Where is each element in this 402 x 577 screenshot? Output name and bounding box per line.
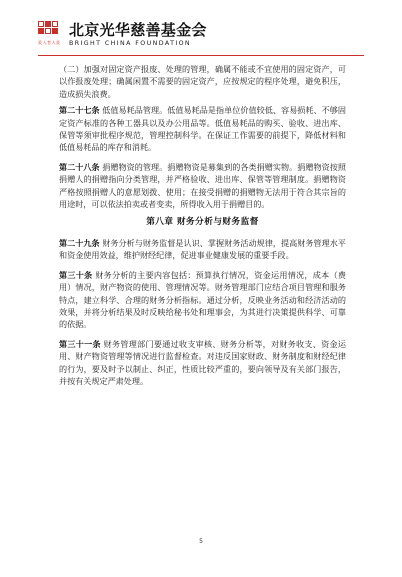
article-number: 第二十七条	[59, 105, 100, 116]
article-number: 第三十条	[59, 269, 93, 280]
article-31	[59, 338, 346, 388]
document-body	[59, 63, 346, 387]
letterhead	[38, 21, 288, 51]
article-text: 财务分析与财务监督是认识、掌握财务活动规律，提高财务管理水平和资金使用效益，维护财经纪律，促进事业健康发展的重要手段。	[59, 237, 346, 261]
article-text: 财务分析的主要内容包括：预算执行情况，资金运用情况，成本（费用）情况，财产物资的使用、管理情况等。财务管理部门应结合项目管理和服务特点，建立科学、合理的财务分析指标。通过分析，反映业务活动和经济活动的效果，并将分析结果及时反映给秘书处和理事会，为其进行决策提供科学、可靠的依据。	[59, 269, 346, 330]
foundation-logo	[38, 21, 62, 49]
paragraph-fixed-assets	[59, 63, 346, 100]
article-29	[59, 237, 346, 262]
paragraph-text: （二）加强对固定资产报废、处理的管理，确属不能或不宜使用的固定资产，可以作报废处理；确属闲置不需要的固定资产，应按规定的程序处理，避免积压，造成损失浪费。	[59, 64, 346, 99]
organization-name-english: BRIGHT CHINA FOUNDATION	[69, 40, 192, 47]
header-divider	[38, 55, 364, 56]
article-text: 低值易耗品管理。低值易耗品是指单位价值较低、容易损耗、不够固定资产标准的各种工器具以及办公用品等。低值易耗品的购买、验收、进出库、保管等须审批程序规范，管理控制科学。在保证工作需要的前提下，降低材料和低值易耗品的库存和消耗。	[59, 105, 346, 153]
chapter-title: 第八章 财务分析与财务监督	[146, 217, 259, 228]
logo-grid-icon	[38, 21, 62, 38]
article-28	[59, 161, 346, 211]
article-30	[59, 269, 346, 331]
article-27	[59, 104, 346, 154]
article-number: 第二十九条	[59, 237, 100, 248]
logo-subtext: 爱人者人爱	[38, 40, 61, 45]
article-text: 财务管理部门要通过收支审核、财务分析等，对财务收支、资金运用、财产物资管理等情况进行监督检查。对违反国家财政、财务制度和财经纪律的行为，要及时予以制止、纠正，性质比较严重的，要向领导及有关部门报告，并按有关规定严肃处理。	[59, 338, 346, 386]
article-text: 捐赠物资的管理。捐赠物资是募集到的各类捐赠实物。捐赠物资按照捐赠人的捐赠指向分类管理，并严格验收、进出库、保管等管理制度。捐赠物资严格按照捐赠人的意愿划拨、使用；在接受捐赠的捐赠物无法用于符合其宗旨的用途时，可以依法拍卖或者变卖，所得收入用于捐赠目的。	[59, 161, 346, 210]
page-number: 5	[199, 538, 203, 545]
article-number: 第二十八条	[59, 161, 100, 172]
article-number: 第三十一条	[59, 338, 101, 349]
organization-name: 北京光华慈善基金会	[69, 21, 207, 39]
